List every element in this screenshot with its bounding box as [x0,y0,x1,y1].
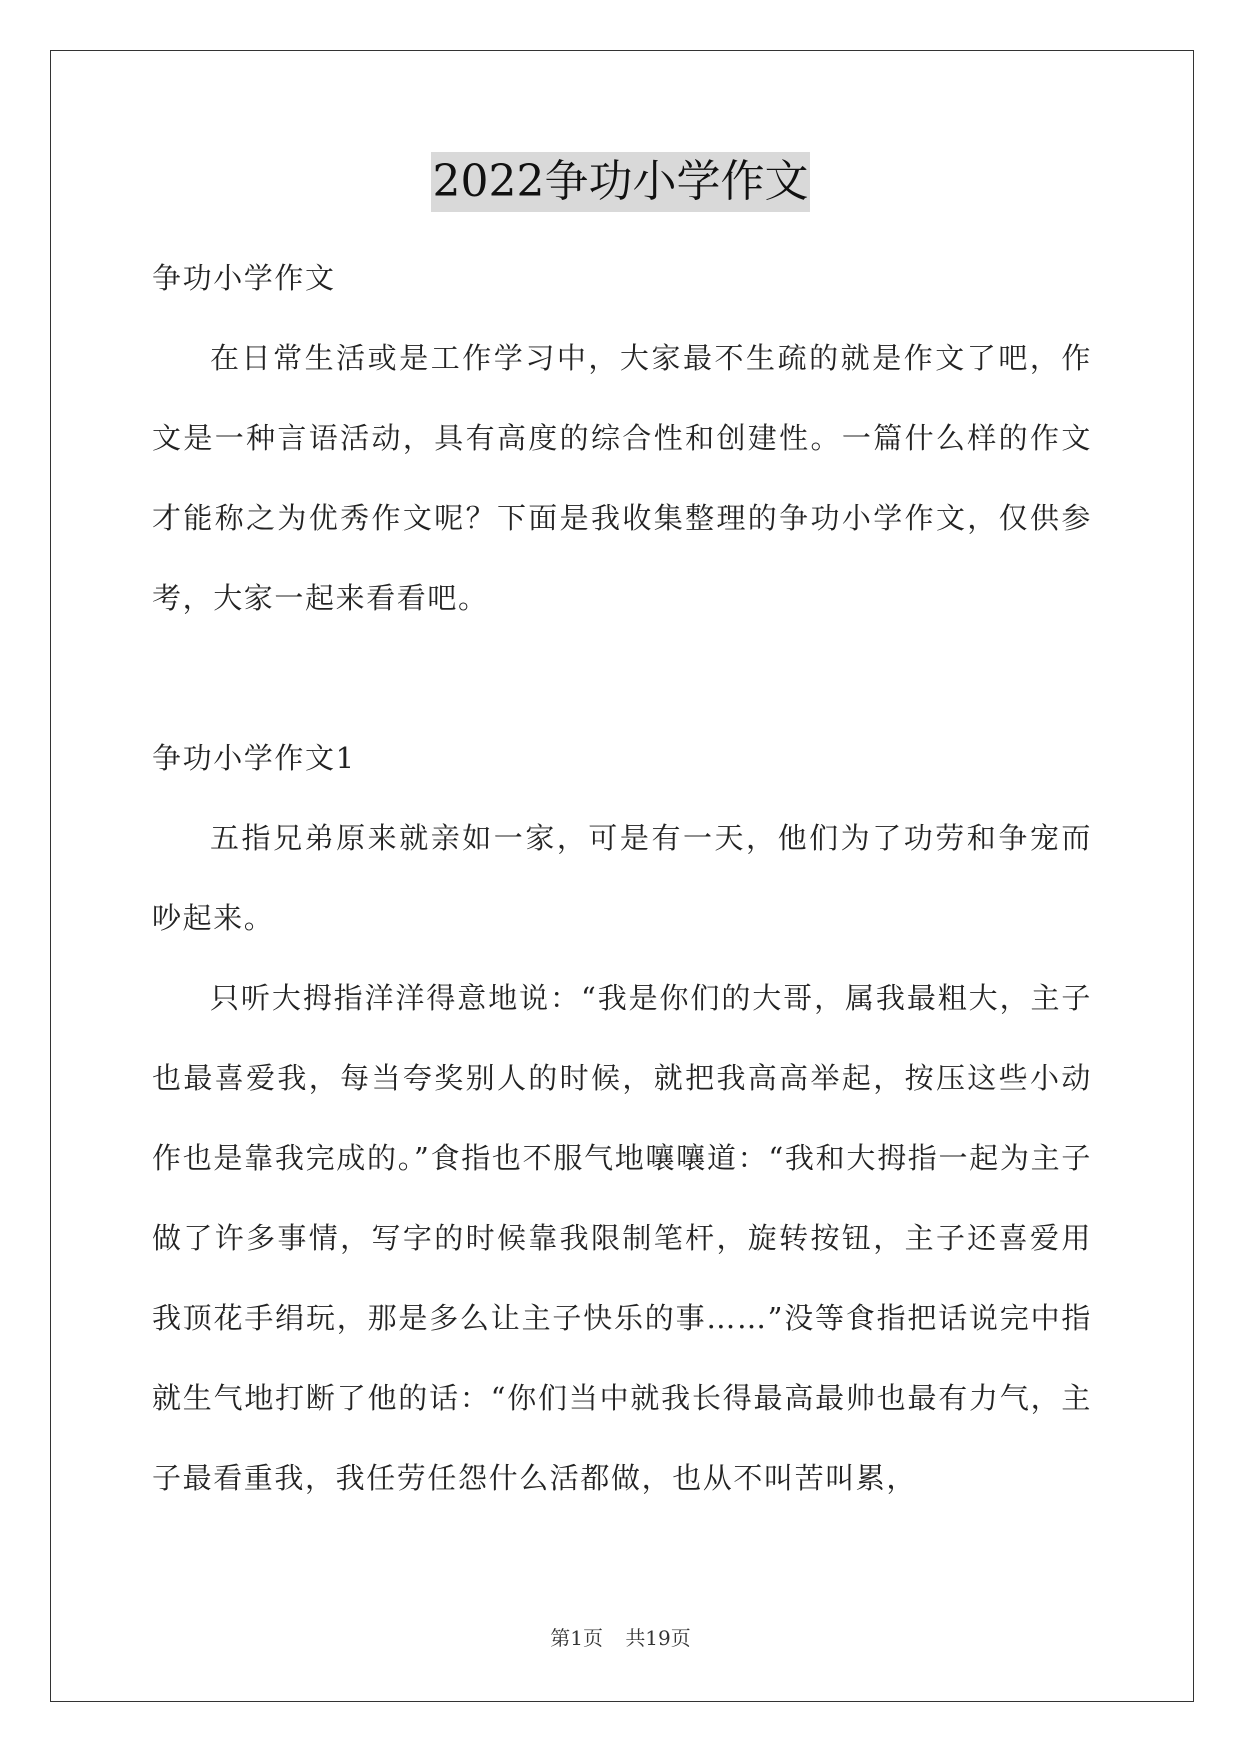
paragraph-gap [152,638,1092,718]
title-wrap [0,152,1241,212]
body-paragraph: 五指兄弟原来就亲如一家，可是有一天，他们为了功劳和争宠而吵起来。 [152,821,1092,935]
intro-paragraph: 在日常生活或是工作学习中，大家最不生疏的就是作文了吧，作文是一种言语活动，具有高度的综合性和创建性。一篇什么样的作文才能称之为优秀作文呢？下面是我收集整理的争功小学作文，仅供参考，大家一起来看看吧。 [152,341,1092,615]
document-title: 2022争功小学作文 [431,152,811,212]
page-total: 共19页 [625,1626,691,1650]
page-number: 第1页 [550,1626,603,1650]
section-heading: 争功小学作文 [152,261,336,295]
essay-heading: 争功小学作文1 [152,741,356,775]
body-paragraph: 只听大拇指洋洋得意地说：“我是你们的大哥，属我最粗大，主子也最喜爱我，每当夸奖别人的时候，就把我高高举起，按压这些小动作也是靠我完成的。”食指也不服气地嚷嚷道：“我和大拇指一起为主子做了许多事情，写字的时候靠我限制笔杆，旋转按钮，主子还喜爱用我顶花手绢玩，那是多么让主子快乐的事……”没等食指把话说完中指就生气地打断了他的话：“你们当中就我长得最高最帅也最有力气，主子最看重我，我任劳任怨什么活都做，也从不叫苦叫累， [152,981,1092,1495]
document-body [152,238,1092,1518]
page-footer [0,1622,1241,1651]
